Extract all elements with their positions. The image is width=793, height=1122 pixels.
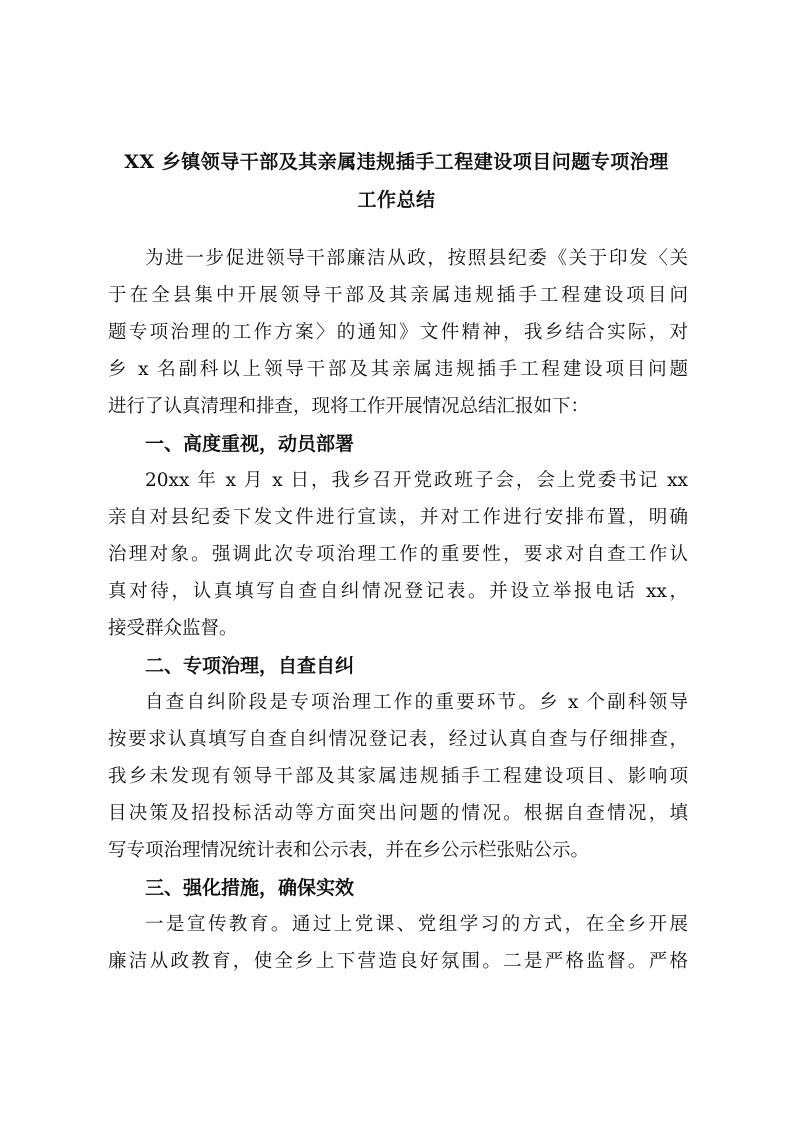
section-2-line-5: 写专项治理情况统计表和公示表，并在乡公示栏张贴公示。: [108, 840, 590, 861]
section-2-line-3: 我乡未发现有领导干部及其家属违规插手工程建设项目、影响项: [108, 766, 688, 787]
section-3-line-1: 一是宣传教育。通过上党课、党组学习的方式，在全乡开展: [145, 914, 688, 935]
section-1-line-3: 治理对象。强调此次专项治理工作的重要性，要求对自查工作认: [108, 544, 688, 565]
section-2-line-1: 自查自纠阶段是专项治理工作的重要环节。乡 x 个副科领导: [145, 692, 688, 713]
section-3-heading: 三、强化措施，确保实效: [145, 877, 355, 899]
section-1-heading: 一、高度重视，动员部署: [145, 433, 355, 455]
section-3-line-2: 廉洁从政教育，使全乡上下营造良好氛围。二是严格监督。严格: [108, 951, 688, 972]
intro-line-4: 乡 x 名副科以上领导干部及其亲属违规插手工程建设项目问题: [108, 359, 688, 380]
section-1-line-5: 接受群众监督。: [108, 618, 238, 639]
section-2-heading: 二、专项治理，自查自纠: [145, 655, 355, 677]
document-title-line-1: XX 乡镇领导干部及其亲属违规插手工程建设项目问题专项治理: [124, 151, 669, 173]
document-title-line-2: 工作总结: [357, 189, 436, 211]
intro-line-5: 进行了认真清理和排查，现将工作开展情况总结汇报如下：: [108, 396, 590, 417]
section-1-line-1: 20xx 年 x 月 x 日，我乡召开党政班子会，会上党委书记 xx: [145, 470, 688, 491]
section-1-line-2: 亲自对县纪委下发文件进行宣读，并对工作进行安排布置，明确: [108, 507, 688, 528]
section-2-line-2: 按要求认真填写自查自纠情况登记表，经过认真自查与仔细排查，: [108, 729, 688, 750]
intro-line-1: 为进一步促进领导干部廉洁从政，按照县纪委《关于印发〈关: [145, 248, 688, 269]
section-2-line-4: 目决策及招投标活动等方面突出问题的情况。根据自查情况，填: [108, 803, 688, 824]
section-1-line-4: 真对待，认真填写自查自纠情况登记表。并设立举报电话 xx，: [108, 581, 688, 602]
intro-line-2: 于在全县集中开展领导干部及其亲属违规插手工程建设项目问: [108, 285, 688, 306]
intro-line-3: 题专项治理的工作方案〉的通知》文件精神，我乡结合实际，对: [108, 322, 688, 343]
